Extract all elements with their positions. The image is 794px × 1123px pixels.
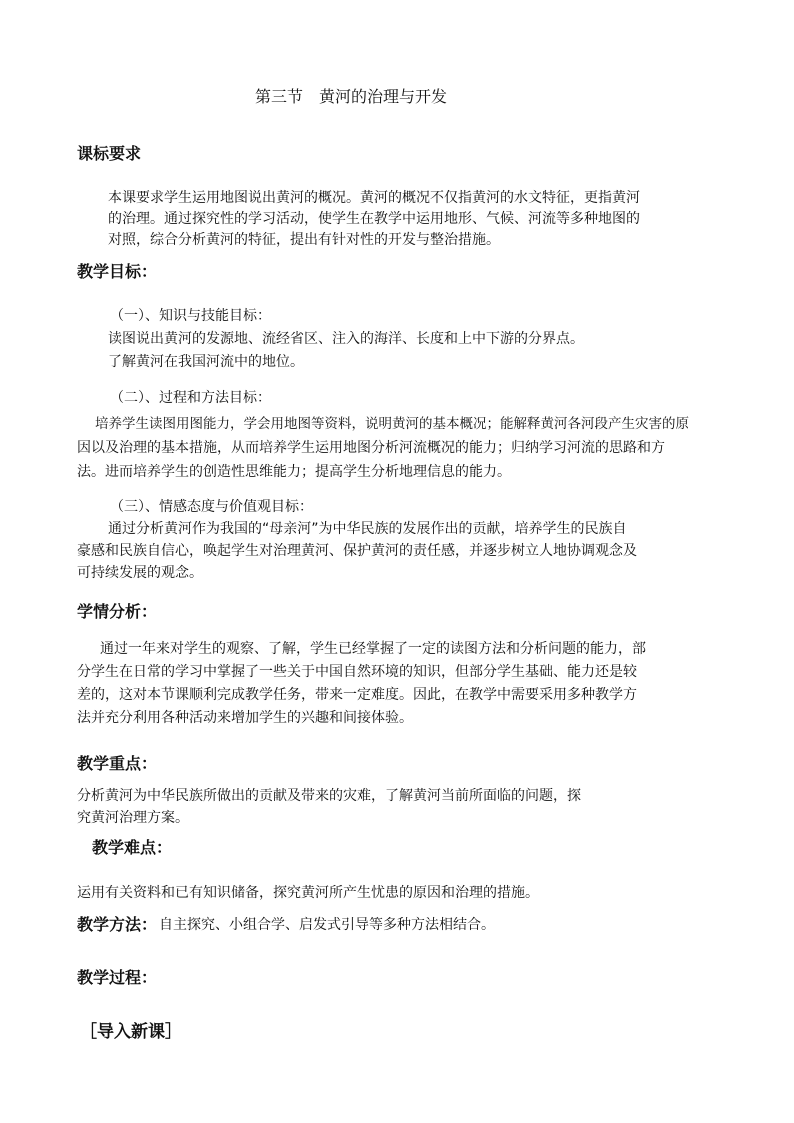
course-requirements-heading: 课标要求 [77,144,142,163]
methods-text: 自主探究、小组合学、启发式引导等多种方法相结合。 [159,917,495,933]
course-requirements-line: 对照，综合分析黄河的特征，提出有针对性的开发与整治措施。 [108,232,500,248]
knowledge-goal-title: （一）、知识与技能目标： [110,308,271,324]
key-points-line: 分析黄河为中华民族所做出的贡献及带来的灾难，了解黄河当前所面临的问题，探 [77,788,581,804]
course-requirements-line: 的治理。通过探究性的学习活动，使学生在教学中运用地形、气候、河流等多种地图的 [108,211,640,227]
difficulties-heading: 教学难点： [92,838,173,857]
emotion-goal-line: 可持续发展的观念。 [77,565,203,581]
student-analysis-line: 差的，这对本节课顺利完成教学任务，带来一定难度。因此，在教学中需要采用多种教学方 [77,687,637,703]
page-title: 第三节 黄河的治理与开发 [255,87,448,106]
knowledge-goal-line: 了解黄河在我国河流中的地位。 [108,354,304,370]
emotion-goal-title: （三）、情感态度与价值观目标： [110,499,313,515]
student-analysis-line: 通过一年来对学生的观察、了解，学生已经掌握了一定的读图方法和分析问题的能力，部 [100,641,646,657]
teaching-goals-heading: 教学目标： [77,262,158,281]
key-points-line: 究黄河治理方案。 [77,810,189,826]
course-requirements-line: 本课要求学生运用地图说出黄河的概况。黄河的概况不仅指黄河的水文特征，更指黄河 [108,190,640,206]
process-goal-line: 因以及治理的基本措施，从而培养学生运用地图分析河流概况的能力；归纳学习河流的思路和方 [77,440,665,456]
emotion-goal-line: 通过分析黄河作为我国的“母亲河”为中华民族的发展作出的贡献，培养学生的民族自 [108,521,627,537]
student-analysis-line: 分学生在日常的学习中掌握了一些关于中国自然环境的知识，但部分学生基础、能力还是较 [77,664,637,680]
student-analysis-heading: 学情分析： [77,602,158,621]
key-points-heading: 教学重点： [77,754,158,773]
process-goal-title: （二）、过程和方法目标： [110,390,271,406]
methods-heading: 教学方法： [77,915,158,934]
intro-heading: ［导入新课］ [80,1022,182,1042]
difficulties-line: 运用有关资料和已有知识储备，探究黄河所产生忧患的原因和治理的措施。 [77,885,539,901]
student-analysis-line: 法并充分利用各种活动来增加学生的兴趣和间接体验。 [77,710,413,726]
process-goal-line: 培养学生读图用图能力，学会用地图等资料，说明黄河的基本概况；能解释黄河各河段产生灾害的原 [95,416,689,432]
knowledge-goal-line: 读图说出黄河的发源地、流经省区、注入的海洋、长度和上中下游的分界点。 [108,331,584,347]
process-goal-line: 法。进而培养学生的创造性思维能力；提高学生分析地理信息的能力。 [77,464,511,480]
process-heading: 教学过程： [77,968,158,987]
emotion-goal-line: 豪感和民族自信心，唤起学生对治理黄河、保护黄河的责任感，并逐步树立人地协调观念及 [77,543,637,559]
